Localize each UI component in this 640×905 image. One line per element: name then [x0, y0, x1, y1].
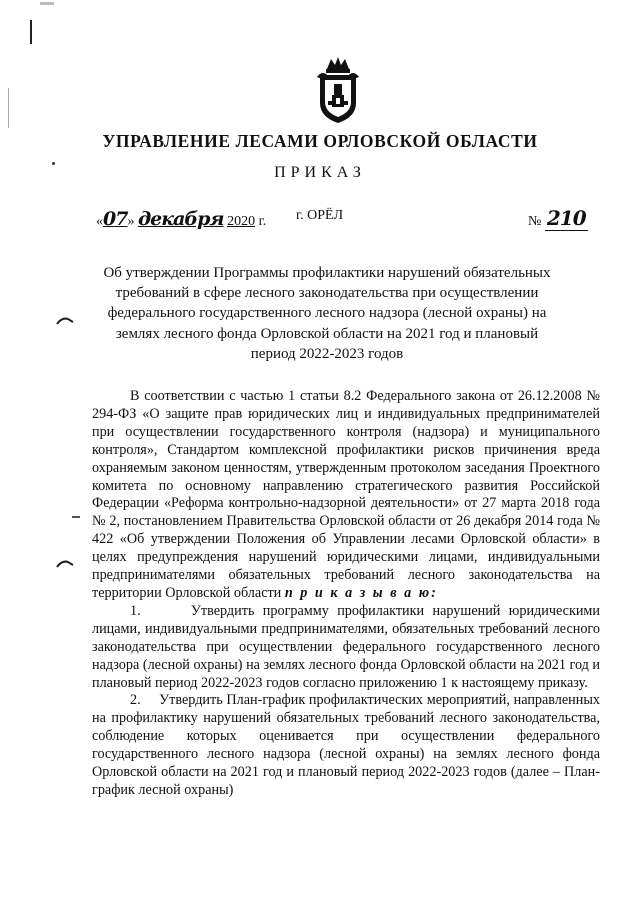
date-quote-open: «	[96, 214, 103, 229]
order-number-prefix: №	[528, 214, 542, 229]
preamble-paragraph	[92, 388, 600, 603]
scan-mark-dash	[72, 516, 80, 518]
order-number-block	[528, 206, 588, 230]
order-number: 210	[546, 206, 586, 230]
date-month: декабря	[137, 208, 224, 230]
order-item-1: 1. Утвердить программу профилактики нарушений юридическими лицами, индивидуальными предпринимателями, обязательных требований лесного законодательства при осуществлении федерального государственного лесного надзора (лесной охраны) на землях лесного фонда Орловской области на 2021 год и плановый период 2022-2023 годов согласно приложению 1 к настоящему приказу.	[92, 602, 600, 691]
scan-mark-1	[56, 316, 74, 326]
order-title: Об утверждении Программы профилактики нарушений обязательных требований в сфере лесного законодательства при осуществлении федерального государственного лесного надзора (лесной охраны) на землях лесного фонда Орловской области на 2021 год и плановый период 2022-2023 годов	[103, 265, 551, 362]
order-date	[96, 208, 266, 230]
order-directive: п р и к а з ы в а ю:	[284, 584, 438, 601]
date-day: 07	[103, 208, 128, 230]
organization-name: УПРАВЛЕНИЕ ЛЕСАМИ ОРЛОВСКОЙ ОБЛАСТИ	[102, 131, 538, 151]
order-city: г. ОРЁЛ	[296, 208, 344, 223]
scan-mark-left-bar	[30, 20, 32, 44]
date-line	[0, 200, 640, 228]
date-quote-close: »	[127, 214, 135, 229]
order-body	[92, 388, 600, 800]
coat-of-arms-emblem	[313, 55, 363, 125]
scan-mark-top-dots	[40, 2, 54, 5]
order-item-2: 2. Утвердить План-график профилактических мероприятий, направленных на профилактику нарушений обязательных требований лесного законодательства, соблюдение которых оценивается при осуществлении федерального государственного лесного надзора (лесной охраны) на землях лесного фонда Орловской области на 2021 год и плановый период 2022-2023 годов (далее – План-график лесной охраны)	[92, 692, 600, 798]
preamble-text: В соответствии с частью 1 статьи 8.2 Федерального закона от 26.12.2008 № 294-ФЗ «О защите прав юридических лиц и индивидуальных предпринимателей при осуществлении государственного контроля (надзора) и муниципального контроля», Стандартом комплексной профилактики рисков причинения вреда охраняемым законом ценностям, утвержденным протоколом заседания Проектного комитета по основному направлению стратегического развития Российской Федерации «Реформа контрольно-надзорной деятельности» от 27 марта 2018 года № 2, постановлением Правительства Орловской области от 26 декабря 2014 года № 422 «Об утверждении Положения об Управлении лесами Орловской области» в целях предупреждения нарушений юридическими лицами, индивидуальными предпринимателями обязательных требований лесного законодательства на территории Орловской области	[92, 388, 600, 601]
date-year-suffix: г.	[255, 214, 267, 229]
scan-mark-2	[56, 559, 74, 569]
date-year: 2020	[227, 214, 256, 229]
document-type: ПРИКАЗ	[274, 164, 366, 181]
scan-mark-left-line	[8, 88, 9, 128]
